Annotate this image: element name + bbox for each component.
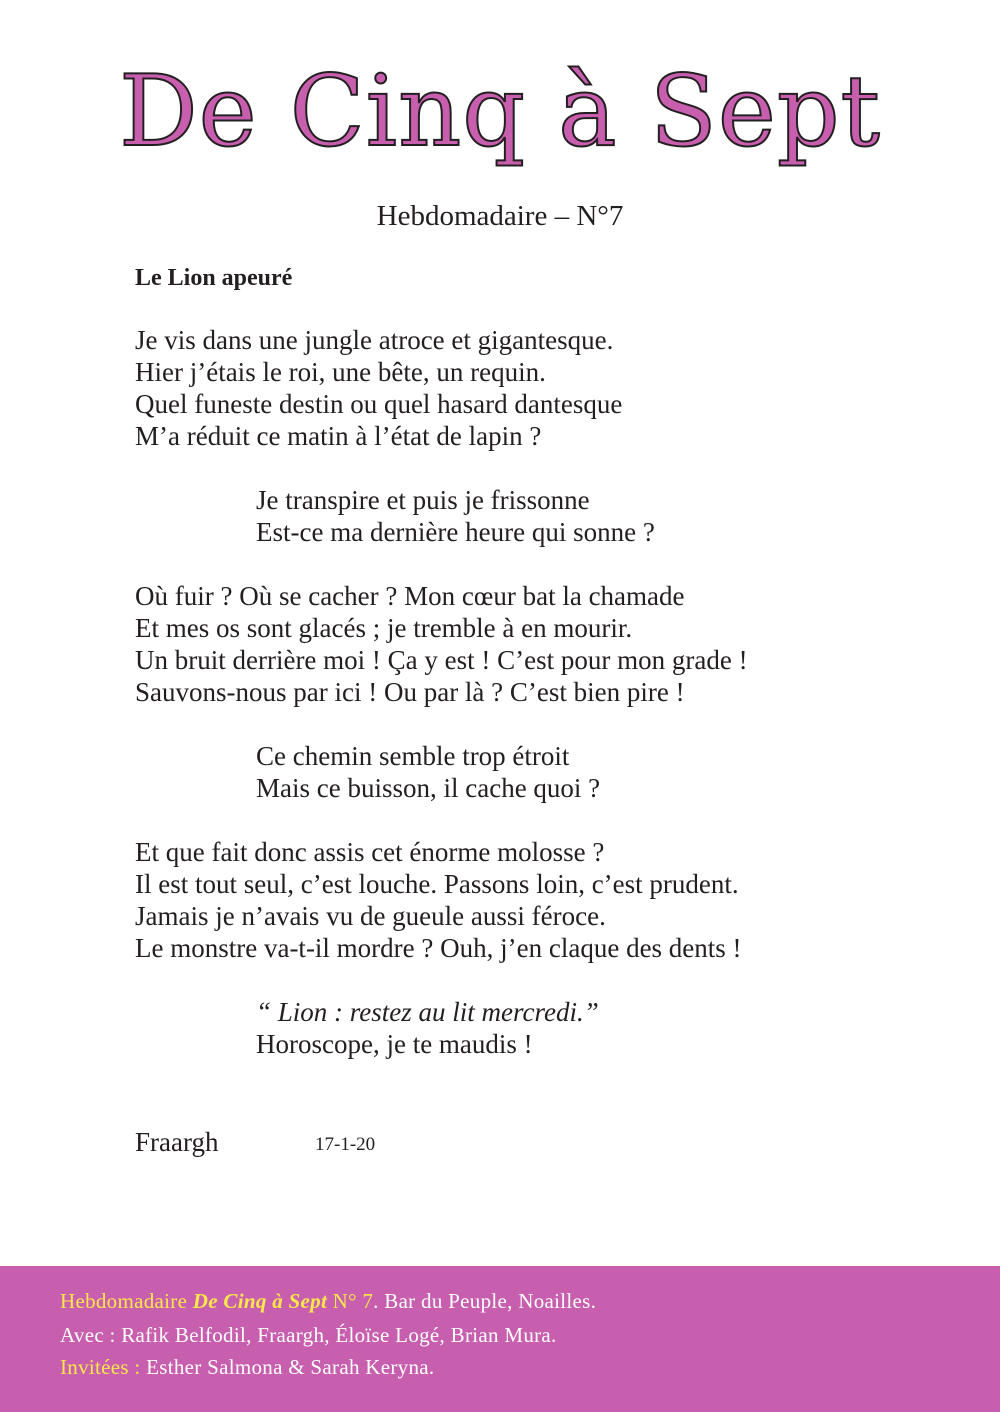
poem-line: Sauvons-nous par ici ! Ou par là ? C’est bien pire ! <box>135 677 685 707</box>
poem-line: Quel funeste destin ou quel hasard dantesque <box>135 389 623 419</box>
poem-line: Un bruit derrière moi ! Ça y est ! C’est pour mon grade ! <box>135 645 748 675</box>
poem-line: Je transpire et puis je frissonne <box>256 485 590 515</box>
masthead-title: De Cinq à Sept <box>119 55 881 169</box>
poem-line: Il est tout seul, c’est louche. Passons loin, c’est prudent. <box>135 869 739 899</box>
poem-line: M’a réduit ce matin à l’état de lapin ? <box>135 421 542 451</box>
footer-venue: . Bar du Peuple, Noailles. <box>373 1289 597 1313</box>
footer-guests: Esther Salmona & Sarah Keryna. <box>140 1355 435 1379</box>
poem-line: Où fuir ? Où se cacher ? Mon cœur bat la chamade <box>135 581 685 611</box>
footer-publication-line <box>60 1288 596 1314</box>
poem-line: Mais ce buisson, il cache quoi ? <box>256 773 601 803</box>
stanza-3 <box>135 580 935 708</box>
footer-guests-label: Invitées : <box>60 1355 141 1379</box>
poem-date: 17-1-20 <box>315 1134 376 1155</box>
author-signature: Fraargh <box>135 1127 219 1157</box>
poem-title: Le Lion apeuré <box>135 265 293 291</box>
stanza-4 <box>256 740 935 804</box>
poem-line: Et que fait donc assis cet énorme molosse ? <box>135 837 605 867</box>
horoscope-quote: “ Lion : restez au lit mercredi.” <box>256 997 599 1027</box>
footer-publication-name: De Cinq à Sept <box>192 1289 328 1313</box>
poem-line: Ce chemin semble trop étroit <box>256 741 570 771</box>
footer-members-line <box>60 1322 557 1348</box>
poem-line: Et mes os sont glacés ; je tremble à en mourir. <box>135 613 633 643</box>
poem-line: Hier j’étais le roi, une bête, un requin. <box>135 357 546 387</box>
poem-line: Est-ce ma dernière heure qui sonne ? <box>256 517 655 547</box>
footer-issue: N° 7 <box>332 1289 374 1313</box>
poem <box>135 260 935 1092</box>
poem-line: Jamais je n’avais vu de gueule aussi féroce. <box>135 901 606 931</box>
poem-line: Horoscope, je te maudis ! <box>256 1029 533 1059</box>
poem-line: Le monstre va-t-il mordre ? Ouh, j’en claque des dents ! <box>135 933 742 963</box>
footer-banner <box>0 1266 1000 1412</box>
footer-members: Rafik Belfodil, Fraargh, Éloïse Logé, Brian Mura. <box>115 1323 557 1347</box>
issue-subtitle: Hebdomadaire – N°7 <box>376 200 624 232</box>
footer-guests-line <box>60 1354 434 1380</box>
stanza-2 <box>256 484 935 548</box>
stanza-5 <box>135 836 935 964</box>
footer-label: Hebdomadaire <box>60 1289 188 1313</box>
stanza-1 <box>135 324 935 452</box>
footer-members-label: Avec : <box>60 1323 116 1347</box>
stanza-6 <box>256 996 935 1060</box>
poem-line: Je vis dans une jungle atroce et gigantesque. <box>135 325 614 355</box>
